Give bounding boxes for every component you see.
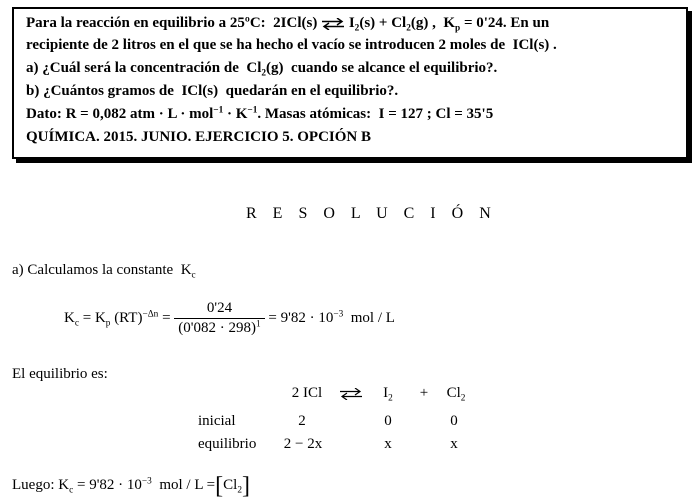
table-head-i2: $I_2$ [383,385,393,404]
problem-box [12,7,688,159]
table-head-cl2: $Cl_2$ [446,385,466,404]
problem-source: QUÍMICA. 2015. JUNIO. EJERCICIO 5. OPCIÓN B [26,129,372,145]
problem-line-1: Para la reacción en equilibrio a 25ºC: 2ICl(s) $I_2(s) + Cl_2(g)$ , $K_p = 0'24$. En un [26,15,550,34]
table-row-inicial-label: inicial [198,413,236,429]
table-row-equilibrio-label: equilibrio [198,436,257,452]
table-cell: x [384,436,392,452]
problem-line-4: b) ¿Cuántos gramos de ICl(s) quedarán en el equilibrio?. [26,83,399,99]
problem-line-5: Dato: R = 0,082 atm · $L \cdot mol^{-1} \cdot K^{-1}$. Masas atómicas: I = 127 ; Cl = 35'5 [26,105,494,122]
equilibrium-arrow-icon [321,18,345,30]
kc-fraction: $\frac{0'24}{(0'082 \cdot 298)^1}$ [174,300,264,337]
equilibrium-intro: El equilibrio es: [12,366,108,382]
table-cell: 0 [384,413,392,429]
table-cell: 2 − 2x [283,436,323,452]
problem-line-2: recipiente de 2 litros en el que se ha hecho el vacío se introducen 2 moles de ICl(s) . [26,37,557,53]
table-cell: x [450,436,458,452]
table-head-reactant: 2 ICl [291,385,323,401]
problem-line-3: a) ¿Cuál será la concentración de $Cl_2(g)$ cuando se alcance el equilibrio?. [26,60,498,79]
table-cell: 2 [298,413,306,429]
kc-formula: $K_c = K_p$ (RT)$^{-\Delta n}$ = $\frac{0'24}{(0'082 \cdot 298)^1}$ = $9'82 \cdot 10^{-3}$ mol / L [64,300,395,336]
table-plus: + [419,385,429,401]
luego-line: Luego: $K_c = 9'82 \cdot 10^{-3}$ mol / $L =[Cl_2]$ [12,473,250,499]
table-cell: 0 [450,413,458,429]
part-a-intro: a) Calculamos la constante $K_c$ [12,262,196,281]
resolution-heading: R E S O L U C I Ó N [246,205,497,222]
equilibrium-arrow-icon [339,388,363,400]
